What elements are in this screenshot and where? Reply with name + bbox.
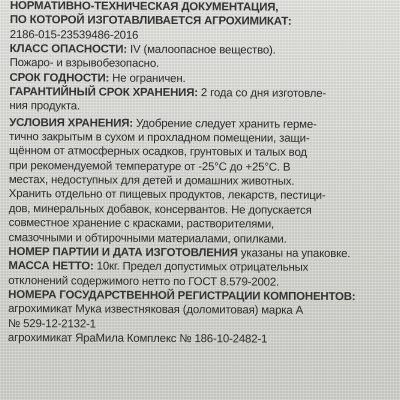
registration-label: НОМЕРА ГОСУДАРСТВЕННОЙ РЕГИСТРАЦИИ КОМПОНЕНТОВ: bbox=[8, 288, 356, 303]
regulatory-doc-heading-line-1: НОРМАТИВНО-ТЕХНИЧЕСКАЯ ДОКУМЕНТАЦИЯ, bbox=[9, 0, 279, 14]
shelf-life-value: Не ограничен. bbox=[109, 72, 186, 85]
storage-text-line: тично закрытым в сухом и прохладном помещении, защи- bbox=[9, 131, 310, 145]
label-text-block bbox=[8, 0, 396, 348]
hazard-class-value: IV (малоопасное вещество). bbox=[126, 43, 276, 57]
hazard-class-label: КЛАСС ОПАСНОСТИ: bbox=[9, 43, 128, 56]
batch-label: НОМЕР ПАРТИИ И ДАТА ИЗГОТОВЛЕНИЯ bbox=[8, 245, 238, 260]
registration-line: № 529-12-2132-1 bbox=[7, 317, 96, 331]
storage-label: УСЛОВИЯ ХРАНЕНИЯ: bbox=[9, 116, 134, 130]
warranty-label: ГАРАНТИЙНЫЙ СРОК ХРАНЕНИЯ: bbox=[9, 86, 198, 100]
storage-text-line: дов, минеральных добавок, консервантов. Не допускается bbox=[8, 202, 312, 217]
storage-text-line: при рекомендуемой температуре от -25°С до +25°С. В bbox=[8, 159, 291, 174]
storage-text-line: Хранить отдельно от пищевых продуктов, лекарств, пестици- bbox=[8, 188, 326, 203]
storage-text-line: местах, недоступных для детей и домашних животных. bbox=[8, 174, 295, 188]
shelf-life-label: СРОК ГОДНОСТИ: bbox=[9, 71, 110, 85]
registration-line: агрохимикат Мука известняковая (доломитовая) марка А bbox=[8, 303, 304, 318]
warranty-line-2: ния продукта. bbox=[9, 100, 81, 113]
net-weight-label: МАССА НЕТТО: bbox=[8, 260, 94, 273]
storage-text-line-1: Удобрение следует хранить герме- bbox=[132, 117, 317, 131]
warranty-value: 2 года со дня изготовле- bbox=[197, 87, 327, 100]
regulatory-doc-heading-line-2: ПО КОТОРОЙ ИЗГОТАВЛИВАЕТСЯ АГРОХИМИКАТ: bbox=[9, 14, 292, 29]
registration-line: агрохимикат ЯраМила Комплекс № 186-10-2482-1 bbox=[7, 331, 268, 346]
net-weight-line-2: отклонений содержимого нетто по ГОСТ 8.579-2002. bbox=[8, 274, 280, 289]
fire-safety-note: Пожаро- и взрывобезопасно. bbox=[9, 57, 160, 71]
storage-text-line: смазочными и обтирочными материалами, опилками. bbox=[8, 231, 287, 246]
storage-text-line: совместное хранение с красками, растворителями, bbox=[8, 217, 275, 231]
batch-value: указаны на упаковке. bbox=[237, 247, 351, 260]
storage-text-line: щённом от атмосферных осадков, грунтовых и талых вод bbox=[9, 145, 307, 160]
regulatory-doc-number: 2186-015-23539486-2016 bbox=[9, 28, 139, 42]
net-weight-value: 10кг. Предел допустимых отрицательных bbox=[93, 260, 309, 275]
